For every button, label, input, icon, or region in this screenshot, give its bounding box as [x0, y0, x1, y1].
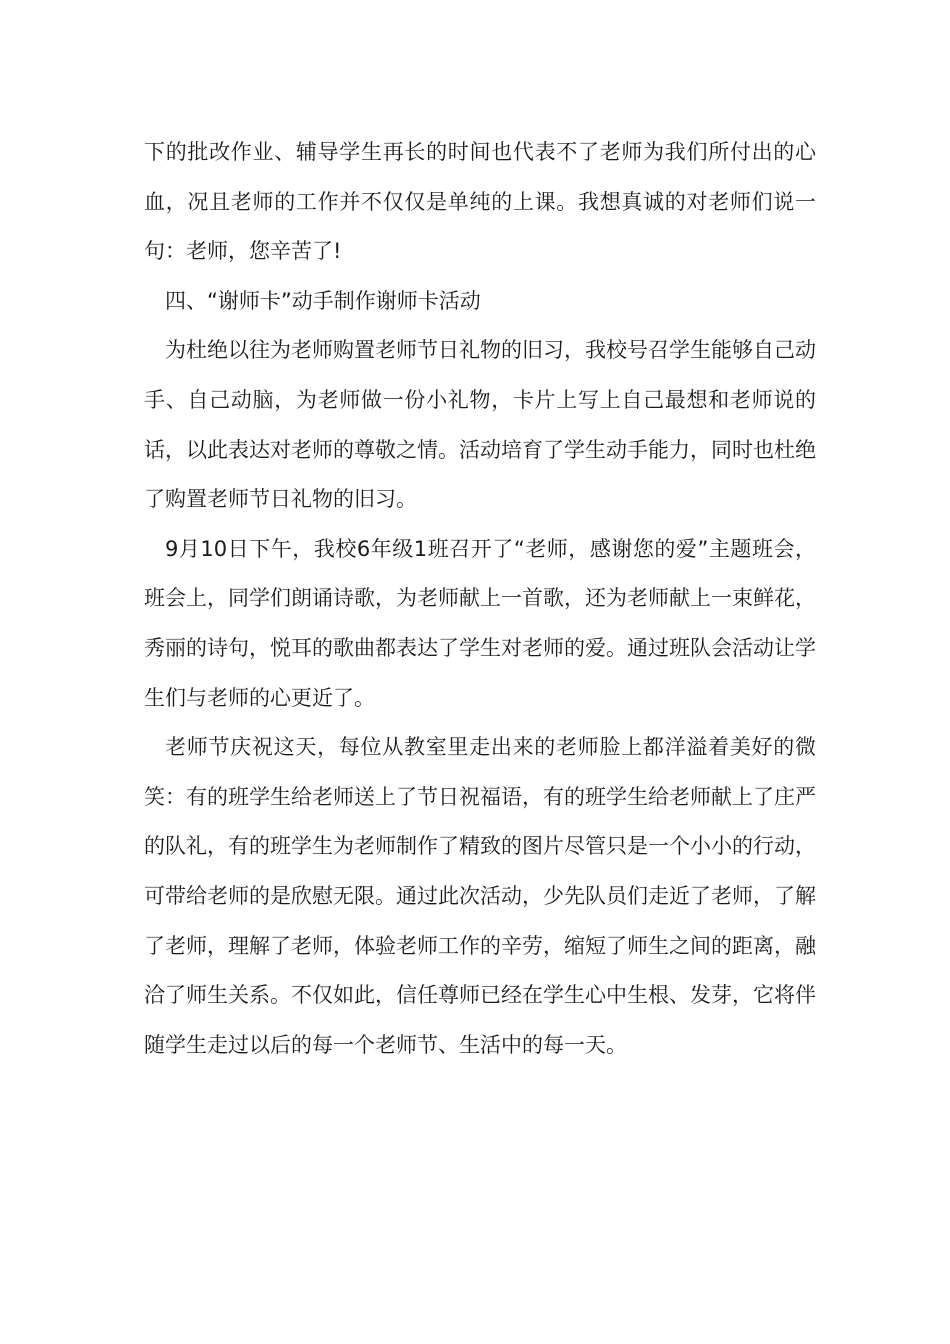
document-body — [144, 128, 816, 1070]
paragraph-celebration: 老师节庆祝这天，每位从教室里走出来的老师脸上都洋溢着美好的微笑：有的班学生给老师送上了节日祝福语，有的班学生给老师献上了庄严的队礼，有的班学生为老师制作了精致的图片尽管只是一个小小的行动，可带给老师的是欣慰无限。通过此次活动，少先队员们走近了老师，了解了老师，理解了老师，体验老师工作的辛劳，缩短了师生之间的距离，融洽了师生关系。不仅如此，信任尊师已经在学生心中生根、发芽，它将伴随学生走过以后的每一个老师节、生活中的每一天。 — [144, 735, 816, 1057]
paragraph-class-meeting: 9月10日下午，我校6年级1班召开了“老师，感谢您的爱”主题班会，班会上，同学们朗诵诗歌，为老师献上一首歌，还为老师献上一束鲜花，秀丽的诗句，悦耳的歌曲都表达了学生对老师的爱。通过班队会活动让学生们与老师的心更近了。 — [144, 536, 816, 710]
paragraph-thank-you-card: 为杜绝以往为老师购置老师节日礼物的旧习，我校号召学生能够自己动手、自己动脑，为老师做一份小礼物，卡片上写上自己最想和老师说的话，以此表达对老师的尊敬之情。活动培育了学生动手能力，同时也杜绝了购置老师节日礼物的旧习。 — [144, 338, 816, 512]
paragraph-continuation: 下的批改作业、辅导学生再长的时间也代表不了老师为我们所付出的心血，况且老师的工作并不仅仅是单纯的上课。我想真诚的对老师们说一句：老师，您辛苦了! — [144, 140, 816, 264]
section-heading: 四、“谢师卡”动手制作谢师卡活动 — [165, 288, 481, 313]
